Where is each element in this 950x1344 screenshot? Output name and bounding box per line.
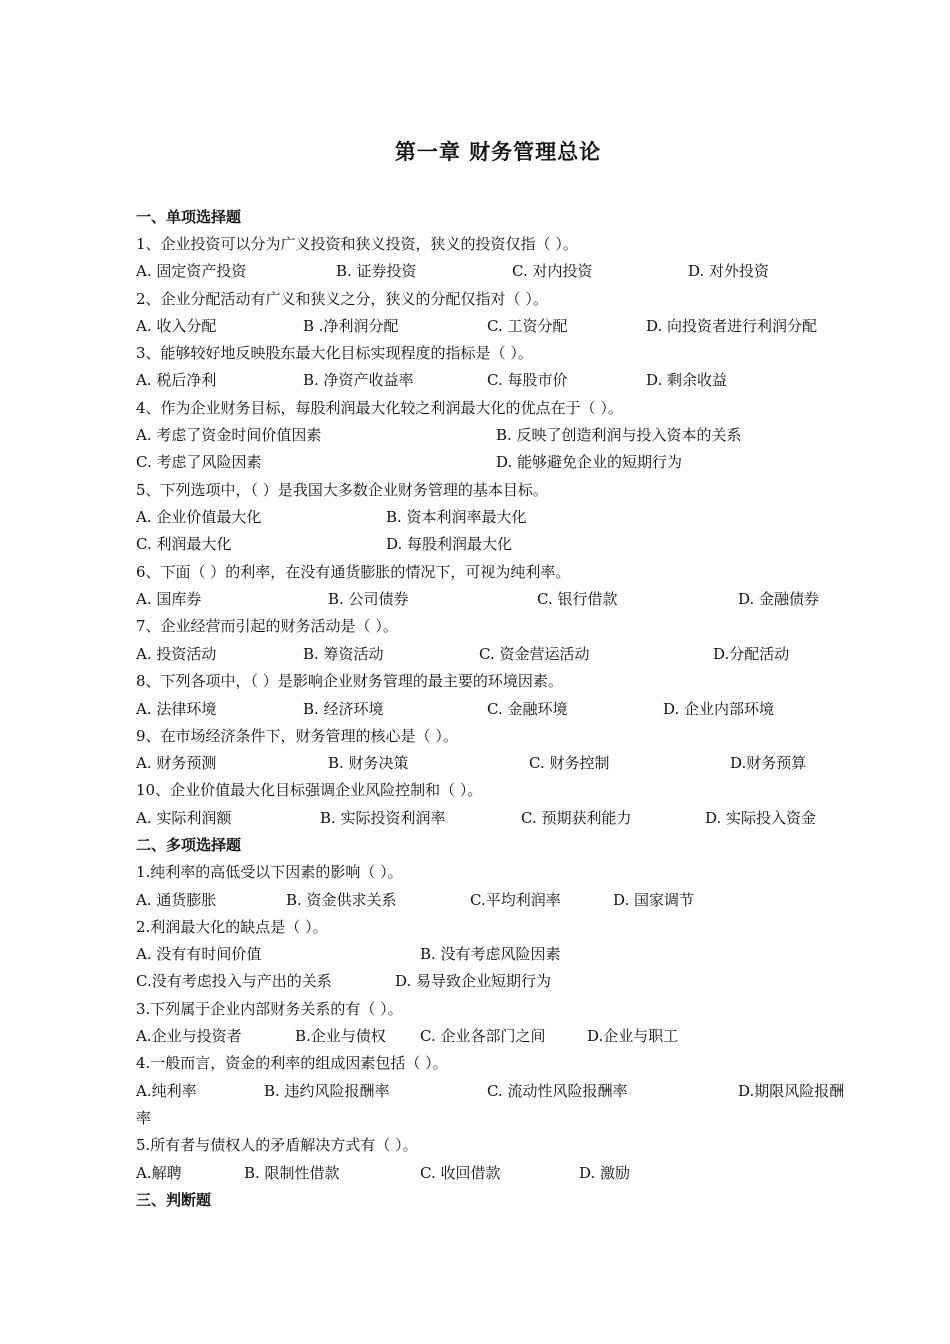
- option-d: D. 实际投入资金: [705, 809, 817, 827]
- option-c: C. 流动性风险报酬率: [487, 1082, 628, 1100]
- options-row: [136, 968, 856, 995]
- options-row: [136, 887, 856, 914]
- option-d: D. 企业内部环境: [663, 700, 775, 718]
- option-a: A. 固定资产投资: [136, 262, 247, 280]
- section-heading-true-false: 三、判断题: [136, 1191, 212, 1209]
- option-d: D.期限风险报酬: [738, 1082, 845, 1100]
- option-d: D. 金融债券: [738, 590, 820, 608]
- option-a: A.纯利率: [136, 1082, 197, 1100]
- section-heading-multiple-choice: 二、多项选择题: [136, 836, 242, 854]
- option-c: C.没有考虑投入与产出的关系: [136, 972, 332, 990]
- option-d: D.分配活动: [713, 645, 790, 663]
- option-d: D. 对外投资: [688, 262, 770, 280]
- question-8: 8、下列各项中，（ ）是影响企业财务管理的最主要的环境因素。: [136, 672, 563, 690]
- option-b: B. 资金供求关系: [286, 891, 397, 909]
- section-heading-single-choice: 一、单项选择题: [136, 208, 242, 226]
- option-b: B. 经济环境: [303, 700, 384, 718]
- options-row: [136, 750, 856, 777]
- options-row: [136, 504, 856, 531]
- option-d-wrap: 率: [136, 1109, 152, 1127]
- option-c: C. 金融环境: [487, 700, 568, 718]
- option-c: C. 收回借款: [420, 1164, 501, 1182]
- option-b: B. 公司债券: [328, 590, 409, 608]
- question-3: 3、能够较好地反映股东最大化目标实现程度的指标是（ ）。: [136, 344, 533, 362]
- option-b: B. 资本利润率最大化: [386, 508, 527, 526]
- option-d: D.企业与职工: [587, 1027, 679, 1045]
- option-c: C. 预期获利能力: [521, 809, 632, 827]
- question-9: 9、在市场经济条件下，财务管理的核心是（ ）。: [136, 727, 458, 745]
- question-6: 6、下面（ ）的利率，在没有通货膨胀的情况下，可视为纯利率。: [136, 563, 571, 581]
- option-b: B. 财务决策: [328, 754, 409, 772]
- option-d: D. 能够避免企业的短期行为: [496, 453, 683, 471]
- options-row: [136, 941, 856, 968]
- option-d: D. 剩余收益: [646, 371, 728, 389]
- question-2: 2、企业分配活动有广义和狭义之分，狭义的分配仅指对（ ）。: [136, 290, 548, 308]
- option-c: C. 利润最大化: [136, 535, 232, 553]
- options-row: [136, 1160, 856, 1187]
- question-1: 1、企业投资可以分为广义投资和狭义投资，狭义的投资仅指（ ）。: [136, 235, 578, 253]
- option-b: B. 净资产收益率: [303, 371, 414, 389]
- options-row: [136, 449, 856, 476]
- option-a: A.企业与投资者: [136, 1027, 242, 1045]
- option-a: A. 投资活动: [136, 645, 217, 663]
- option-c: C. 银行借款: [537, 590, 618, 608]
- question-m5: 5.所有者与债权人的矛盾解决方式有（ ）。: [136, 1136, 418, 1154]
- question-m2: 2.利润最大化的缺点是（ ）。: [136, 918, 328, 936]
- option-c: C. 企业各部门之间: [420, 1027, 546, 1045]
- option-d: D. 易导致企业短期行为: [395, 972, 552, 990]
- option-b: B. 证券投资: [336, 262, 417, 280]
- option-b: B. 实际投资利润率: [320, 809, 446, 827]
- option-d: D. 向投资者进行利润分配: [646, 317, 818, 335]
- option-b: B.企业与债权: [295, 1027, 386, 1045]
- option-a: A. 税后净利: [136, 371, 217, 389]
- option-a: A. 没有有时间价值: [136, 945, 262, 963]
- option-d: D. 激励: [579, 1164, 631, 1182]
- option-b: B. 没有考虑风险因素: [420, 945, 561, 963]
- question-m3: 3.下列属于企业内部财务关系的有（ ）。: [136, 1000, 403, 1018]
- option-c: C.平均利润率: [470, 891, 561, 909]
- option-a: A. 法律环境: [136, 700, 217, 718]
- option-a: A. 国库券: [136, 590, 202, 608]
- options-row: [136, 1078, 866, 1105]
- option-b: B. 违约风险报酬率: [264, 1082, 390, 1100]
- question-m1: 1.纯利率的高低受以下因素的影响（ ）。: [136, 863, 403, 881]
- option-a: A. 实际利润额: [136, 809, 232, 827]
- options-row: [136, 422, 856, 449]
- option-a: A.解聘: [136, 1164, 182, 1182]
- options-row: [136, 696, 856, 723]
- option-b: B. 反映了创造利润与投入资本的关系: [496, 426, 742, 444]
- options-row: [136, 805, 856, 832]
- option-c: C. 考虑了风险因素: [136, 453, 262, 471]
- question-10: 10、企业价值最大化目标强调企业风险控制和（ ）。: [136, 781, 483, 799]
- option-b: B. 限制性借款: [244, 1164, 340, 1182]
- option-c: C. 财务控制: [529, 754, 610, 772]
- option-b: B .净利润分配: [303, 317, 399, 335]
- option-c: C. 每股市价: [487, 371, 568, 389]
- option-a: A. 通货膨胀: [136, 891, 217, 909]
- question-m4: 4.一般而言，资金的利率的组成因素包括（ ）。: [136, 1054, 448, 1072]
- option-c: C. 工资分配: [487, 317, 568, 335]
- option-a: A. 财务预测: [136, 754, 217, 772]
- question-4: 4、作为企业财务目标，每股利润最大化较之利润最大化的优点在于（ ）。: [136, 399, 623, 417]
- question-5: 5、下列选项中，（ ）是我国大多数企业财务管理的基本目标。: [136, 481, 548, 499]
- question-7: 7、企业经营而引起的财务活动是（ ）。: [136, 617, 398, 635]
- options-row: [136, 258, 856, 285]
- options-row: [136, 1023, 856, 1050]
- page-title: 第一章 财务管理总论: [394, 140, 602, 164]
- options-row: [136, 586, 856, 613]
- option-c: C. 对内投资: [512, 262, 593, 280]
- options-row: [136, 531, 856, 558]
- options-row: [136, 641, 856, 668]
- option-a: A. 企业价值最大化: [136, 508, 262, 526]
- options-row: [136, 367, 856, 394]
- option-d: D.财务预算: [730, 754, 807, 772]
- option-d: D. 每股利润最大化: [386, 535, 513, 553]
- option-b: B. 筹资活动: [303, 645, 384, 663]
- option-d: D. 国家调节: [613, 891, 695, 909]
- option-a: A. 收入分配: [136, 317, 217, 335]
- options-row: [136, 313, 856, 340]
- option-c: C. 资金营运活动: [479, 645, 590, 663]
- option-a: A. 考虑了资金时间价值因素: [136, 426, 322, 444]
